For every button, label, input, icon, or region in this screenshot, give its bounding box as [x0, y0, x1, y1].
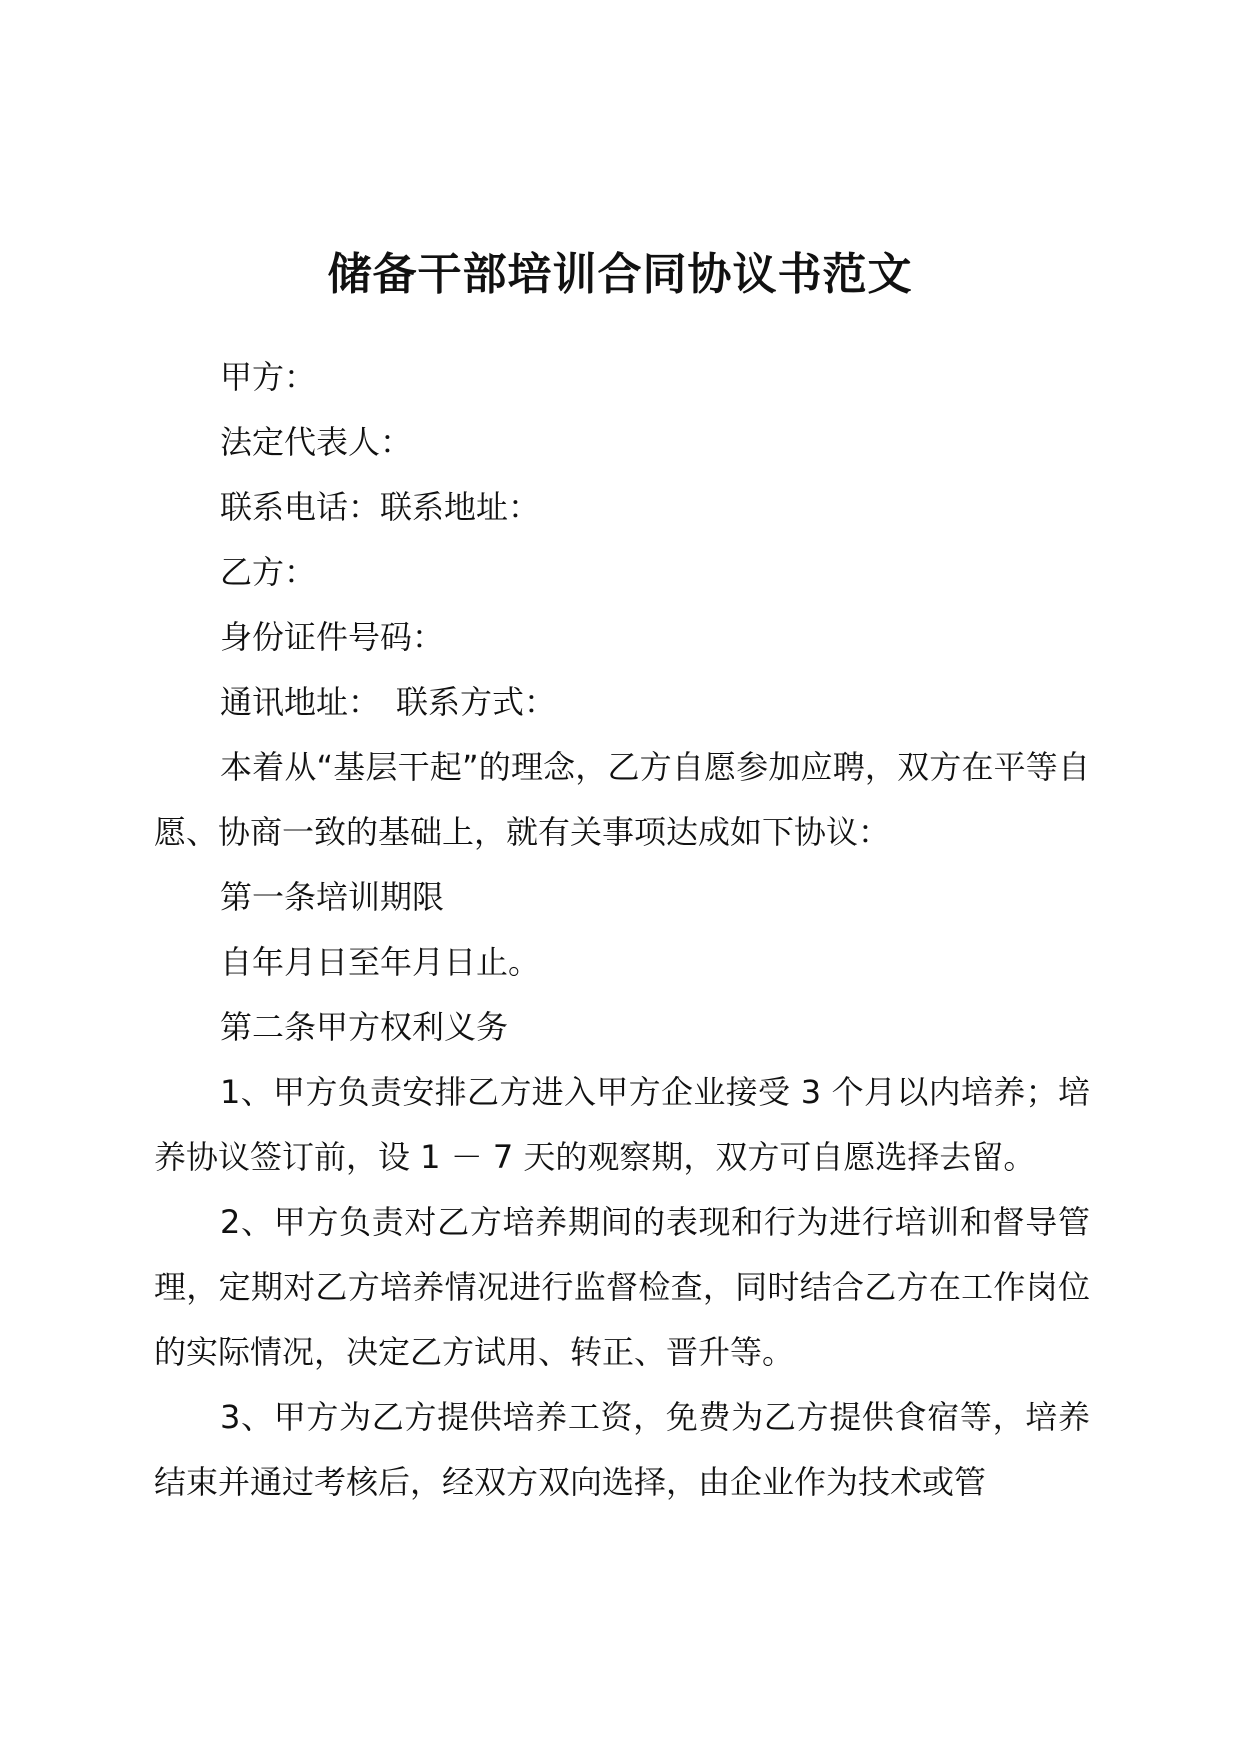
id-number-line: 身份证件号码：: [220, 618, 445, 656]
article-2-heading: 第二条甲方权利义务: [220, 1008, 509, 1046]
clause-1-paragraph: 1、甲方负责安排乙方进入甲方企业接受 3 个月以内培养；培养协议签订前，设 1 － 7 天的观察期，双方可自愿选择去留。: [154, 1073, 1090, 1176]
document-body: [154, 345, 1090, 1515]
preamble-paragraph: 本着从“基层干起”的理念，乙方自愿参加应聘，双方在平等自愿、协商一致的基础上，就有关事项达成如下协议：: [154, 748, 1090, 851]
clause-3-paragraph: 3、甲方为乙方提供培养工资，免费为乙方提供食宿等，培养结束并通过考核后，经双方双向选择，由企业作为技术或管: [154, 1398, 1090, 1501]
clause-2-paragraph: 2、甲方负责对乙方培养期间的表现和行为进行培训和督导管理，定期对乙方培养情况进行监督检查，同时结合乙方在工作岗位的实际情况，决定乙方试用、转正、晋升等。: [154, 1203, 1090, 1371]
document-title: 储备干部培训合同协议书范文: [327, 249, 913, 300]
legal-representative-line: 法定代表人：: [220, 423, 413, 461]
address-contact-line: 通讯地址： 联系方式：: [220, 683, 557, 721]
party-b-line: 乙方：: [220, 553, 317, 591]
article-1-heading: 第一条培训期限: [220, 878, 445, 916]
party-a-line: 甲方：: [220, 358, 317, 396]
article-1-text: 自年月日至年月日止。: [220, 943, 541, 981]
contact-line: 联系电话：联系地址：: [220, 488, 541, 526]
